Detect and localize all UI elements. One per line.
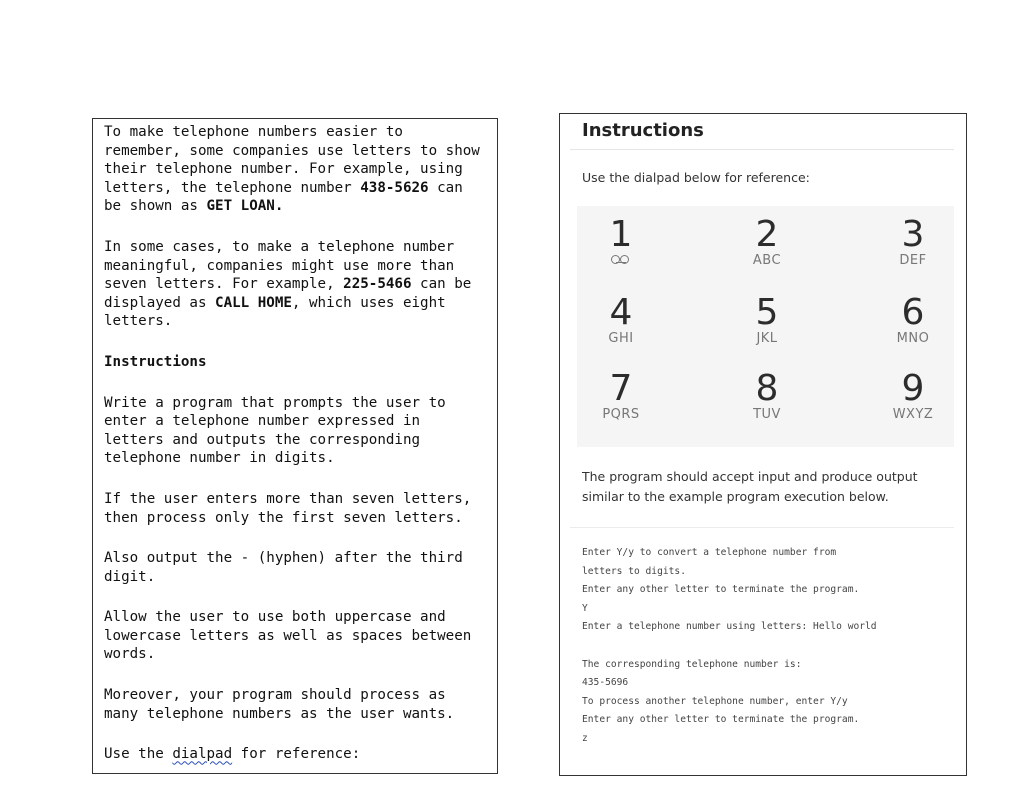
dialpad-key-2 bbox=[727, 216, 807, 268]
paragraph-dialpad-ref bbox=[104, 745, 494, 764]
key-digit: 5 bbox=[755, 292, 779, 333]
problem-text bbox=[104, 123, 494, 786]
p8-text-b: for reference: bbox=[232, 746, 361, 763]
key-letters: GHI bbox=[608, 331, 634, 346]
paragraph-hyphen: Also output the - (hyphen) after the third digit. bbox=[104, 550, 463, 585]
dialpad-key-7 bbox=[581, 370, 661, 422]
paragraph-prompt: Write a program that prompts the user to enter a telephone number expressed in letters and outputs the corresponding telephone number in digits. bbox=[104, 394, 446, 467]
p1-word: GET LOAN bbox=[206, 198, 275, 215]
paragraph-cases bbox=[104, 238, 494, 331]
dialpad-word: dialpad bbox=[172, 746, 233, 763]
key-letters: WXYZ bbox=[892, 407, 934, 422]
p2-text-b: can be displayed as bbox=[104, 276, 472, 311]
key-digit: 4 bbox=[609, 292, 633, 333]
key-digit: 1 bbox=[609, 214, 633, 255]
paragraph-repeat: Moreover, your program should process as many telephone numbers as the user wants. bbox=[104, 687, 455, 722]
paragraph-intro bbox=[104, 123, 494, 216]
key-digit: 8 bbox=[755, 368, 779, 409]
sample-execution-output: Enter Y/y to convert a telephone number from letters to digits. Enter any other letter to terminate the program. Y Enter a telephone number using letters: Hello world The corresponding telephone number is: 435-5696 To process another telephone number, enter Y/y Enter any other letter to terminate the program. z bbox=[582, 547, 877, 744]
p8-text-a: Use the bbox=[104, 746, 173, 763]
key-digit: 2 bbox=[755, 214, 779, 255]
key-digit: 7 bbox=[609, 368, 633, 409]
key-letters: DEF bbox=[899, 253, 927, 268]
key-letters: JKL bbox=[756, 331, 778, 346]
dialpad-key-3 bbox=[873, 216, 953, 268]
key-letters: MNO bbox=[896, 331, 930, 346]
dialpad-intro: Use the dialpad below for reference: bbox=[582, 170, 810, 185]
p2-word: CALL HOME bbox=[215, 294, 292, 311]
p2-number: 225-5466 bbox=[343, 276, 412, 293]
problem-statement-panel bbox=[92, 118, 498, 774]
instructions-title: Instructions bbox=[582, 120, 704, 141]
dialpad-key-8 bbox=[727, 370, 807, 422]
key-letters: TUV bbox=[753, 407, 781, 422]
dialpad bbox=[577, 206, 954, 447]
dialpad-key-4 bbox=[581, 294, 661, 346]
key-digit: 9 bbox=[901, 368, 925, 409]
dialpad-key-6 bbox=[873, 294, 953, 346]
key-digit: 6 bbox=[901, 292, 925, 333]
p1-text-c: . bbox=[274, 198, 284, 215]
key-digit: 3 bbox=[901, 214, 925, 255]
description-divider bbox=[570, 527, 954, 528]
title-divider bbox=[570, 149, 954, 150]
p1-number: 438-5626 bbox=[360, 179, 429, 196]
paragraph-seven-letters: If the user enters more than seven letters, then process only the first seven letters. bbox=[104, 490, 472, 526]
p1-text-a: To make telephone numbers easier to remember, some companies use letters to show their telephone number. For example, using letters, the telephone number bbox=[104, 124, 480, 196]
instructions-heading: Instructions bbox=[104, 353, 207, 370]
dialpad-key-9 bbox=[873, 370, 953, 422]
instructions-panel bbox=[559, 113, 967, 776]
program-description: The program should accept input and produce output similar to the example program execution below. bbox=[582, 469, 918, 504]
p2-text-c: , which uses eight letters. bbox=[104, 294, 446, 330]
p1-text-b: can be shown as bbox=[104, 179, 463, 215]
key-letters: PQRS bbox=[602, 407, 640, 422]
voicemail-icon bbox=[611, 254, 631, 264]
p2-text-a: In some cases, to make a telephone number meaningful, companies might use more than seven letters. For example, bbox=[104, 238, 455, 293]
key-letters: ABC bbox=[752, 253, 782, 268]
paragraph-case: Allow the user to use both uppercase and lowercase letters as well as spaces between words. bbox=[104, 609, 472, 663]
dialpad-key-5 bbox=[727, 294, 807, 346]
dialpad-key-1 bbox=[581, 216, 661, 268]
